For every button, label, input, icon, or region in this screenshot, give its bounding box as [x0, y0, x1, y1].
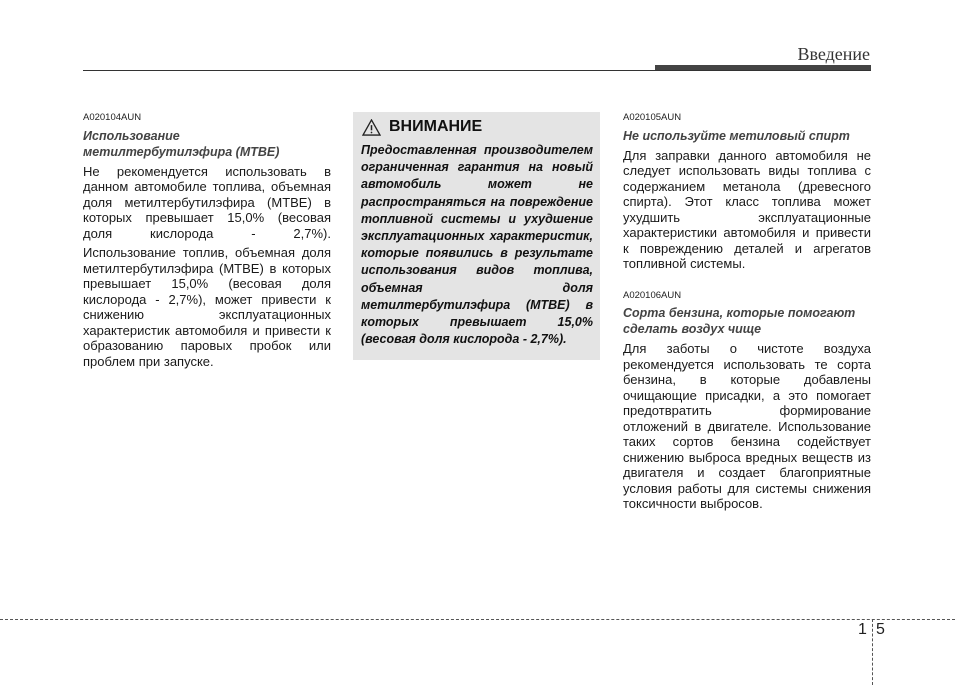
footer-divider — [0, 619, 955, 620]
footer-page-divider — [872, 619, 873, 685]
page-number: 5 — [876, 621, 885, 638]
section-code: A020104AUN — [83, 112, 142, 123]
paragraph: Использование топлив, объемная доля метилтербутилэфира (MTBE) в которых превышает 15,0% (весовая доля кислорода - 2,7%), может привести к снижению эксплуатационных характеристик автомобиля и привести к образованию паровых пробок или проблем при запуске. — [83, 245, 331, 369]
warning-title: ВНИМАНИЕ — [389, 118, 483, 135]
section-heading: Использование метилтербутилэфира (MTBE) — [83, 128, 280, 159]
section-code: A020106AUN — [623, 289, 682, 301]
warning-header — [353, 112, 600, 142]
paragraph: Не рекомендуется использовать в данном автомобиле топлива, объемная доля метилтербутилэфира (MTBE) в которых превышает 15,0% (весовая доля кислорода - 2,7%). — [83, 163, 331, 241]
paragraph: Для заботы о чистоте воздуха рекомендуется использовать те сорта бензина, в которые добавлены очищающие присадки, а это помогает предотвратить формирование отложений в двигателе. Использование таких сортов бензина содействует снижению выброса вредных веществ из двигателя и создает благоприятные условия работы для системы снижения токсичности выбросов. — [623, 341, 871, 511]
warning-box — [353, 112, 600, 360]
chapter-number: 1 — [858, 621, 867, 638]
paragraph: Для заправки данного автомобиля не следует использовать виды топлива с содержанием метанола (древесного спирта). Этот класс топлива может ухудшить эксплуатационные характеристики автомобиля и привести к повреждению деталей и агрегатов топливной системы. — [623, 147, 871, 271]
warning-text: Предоставленная производителем ограниченная гарантия на новый автомобиль может не распространяться на повреждение топливной системы и ухудшение эксплуатационных характеристик, которые появились в результате использования видов топлива, объемная доля метилтербутилэфира (MTBE) в которых превышает 15,0% (весовая доля кислорода - 2,7%). — [361, 143, 593, 347]
section-title: Введение — [797, 44, 870, 64]
header-rule — [83, 70, 871, 71]
warning-triangle-icon — [362, 119, 381, 136]
section-code: A020105AUN — [623, 112, 682, 123]
column-mtbe — [83, 110, 331, 369]
column-fuel — [623, 110, 871, 512]
section-heading: Не используйте метиловый спирт — [623, 128, 850, 143]
section-heading: Сорта бензина, которые помогают сделать воздух чище — [623, 306, 856, 336]
